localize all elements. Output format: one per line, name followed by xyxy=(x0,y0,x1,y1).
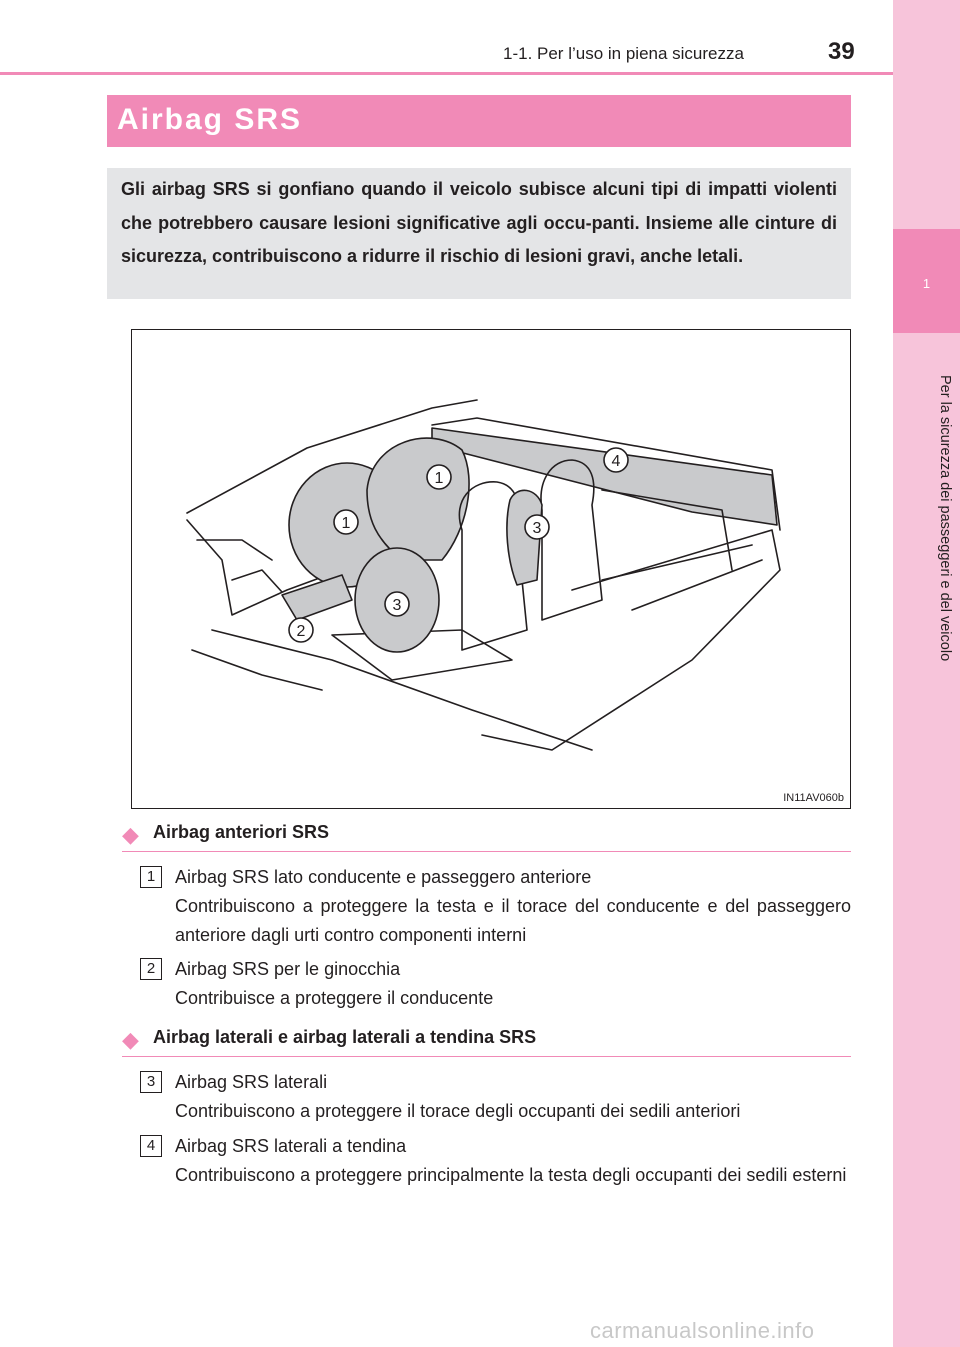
item-title: Airbag SRS per le ginocchia xyxy=(175,959,401,979)
item-description: Contribuiscono a proteggere il torace degli occupanti dei sedili anteriori xyxy=(175,1101,741,1121)
callout-1-lower-label: 1 xyxy=(341,515,351,532)
section-heading-label: Airbag laterali e airbag laterali a tendina SRS xyxy=(153,1027,537,1047)
callout-2-label: 2 xyxy=(296,623,306,640)
page-title: Airbag SRS xyxy=(117,103,303,136)
callout-1-upper-label: 1 xyxy=(434,470,444,487)
item-number: 3 xyxy=(140,1071,162,1093)
item-title: Airbag SRS laterali xyxy=(175,1072,328,1092)
page-number: 39 xyxy=(828,38,855,65)
item-description: Contribuisce a proteggere il conducente xyxy=(175,988,494,1008)
diamond-icon: ◆ xyxy=(122,1027,139,1052)
intro-box xyxy=(107,168,851,299)
item-number: 4 xyxy=(140,1135,162,1157)
watermark: carmanualsonline.info xyxy=(590,1318,815,1343)
passenger-seat-back xyxy=(541,460,602,620)
item-number: 2 xyxy=(140,958,162,980)
callout-3-left-label: 3 xyxy=(392,597,402,614)
figure-code: IN11AV060b xyxy=(783,792,844,804)
knee-airbag xyxy=(282,575,352,620)
intro-text: Gli airbag SRS si gonfiano quando il veicolo subisce alcuni tipi di impatti violenti che potrebbero causare lesioni significative agli occu-panti. Insieme alle cinture di sicurezza, contribuiscono a ridurre il rischio di lesioni gravi, anche letali. xyxy=(121,179,837,266)
section-heading-side-airbags xyxy=(122,1023,851,1057)
page-title-bar xyxy=(107,95,851,147)
airbag-illustration xyxy=(131,329,851,809)
item-title: Airbag SRS lato conducente e passeggero anteriore xyxy=(175,867,592,887)
item-description: Contribuiscono a proteggere principalmente la testa degli occupanti dei sedili esterni xyxy=(175,1165,847,1185)
diamond-icon: ◆ xyxy=(122,822,139,847)
header-divider xyxy=(0,72,893,75)
section-heading-label: Airbag anteriori SRS xyxy=(153,822,330,842)
curtain-airbag-outline xyxy=(432,428,777,525)
item-title: Airbag SRS laterali a tendina xyxy=(175,1136,407,1156)
section-heading-front-airbags xyxy=(122,818,851,852)
callout-4-label: 4 xyxy=(611,453,621,470)
item-number: 1 xyxy=(140,866,162,888)
car-interior-drawing xyxy=(132,330,850,808)
callout-3-right-label: 3 xyxy=(532,520,542,537)
chapter-side-tab xyxy=(893,0,960,1347)
header-section-title: 1-1. Per l’uso in piena sicurezza xyxy=(503,44,744,63)
chapter-number: 1 xyxy=(922,276,931,291)
chapter-title: Per la sicurezza dei passeggeri e del veicolo xyxy=(937,374,953,662)
item-description: Contribuiscono a proteggere la testa e il torace del conducente e del passeggero anteriore dagli urti contro componenti interni xyxy=(175,896,851,945)
